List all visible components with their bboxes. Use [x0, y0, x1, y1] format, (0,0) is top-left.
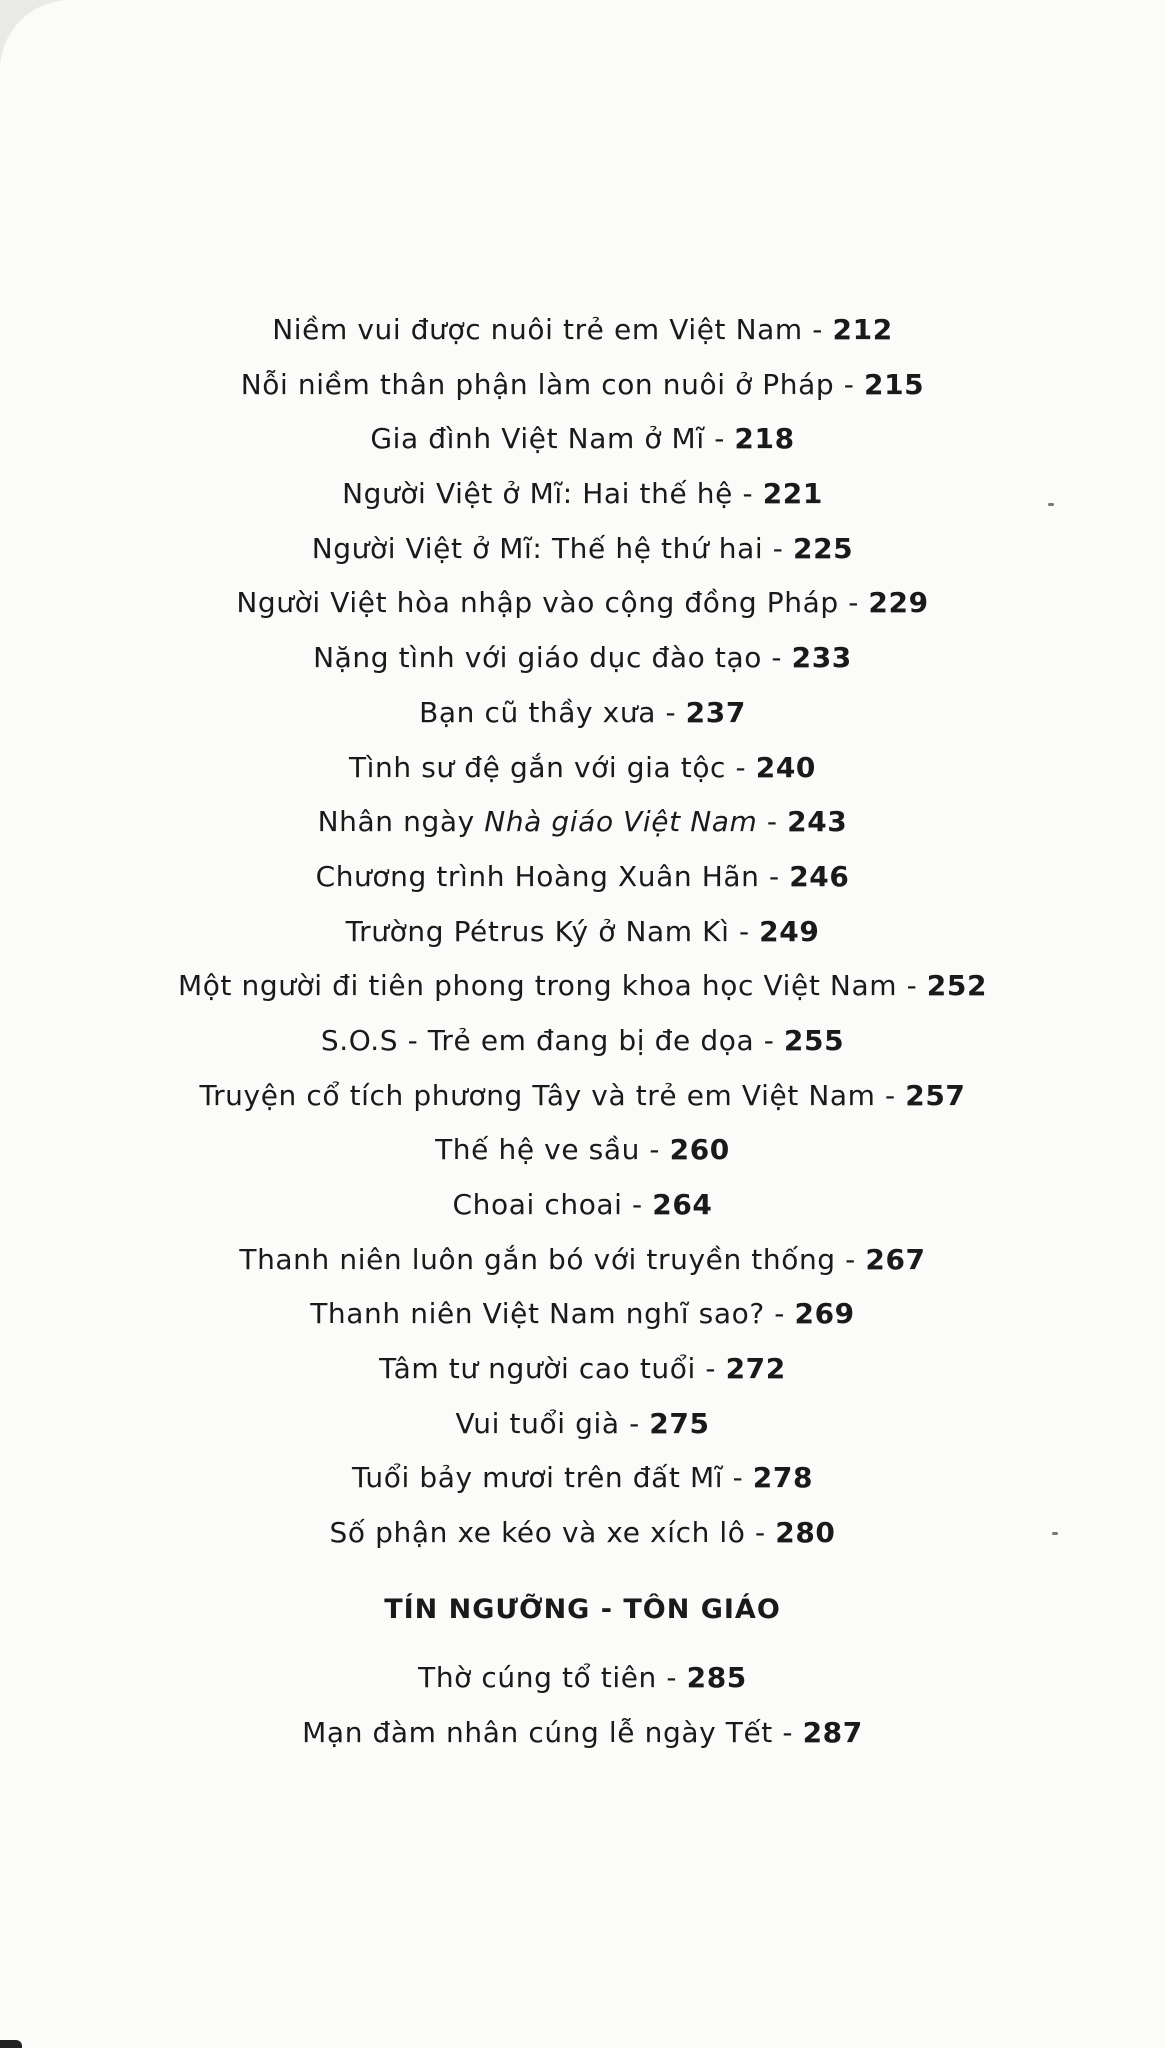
toc-entry [0, 1178, 1165, 1233]
entry-page-number: 269 [794, 1297, 855, 1331]
entry-page-number: 233 [791, 641, 852, 675]
entry-title: Vui tuổi già - [455, 1406, 650, 1440]
entry-title: S.O.S - Trẻ em đang bị đe dọa - [320, 1023, 784, 1057]
paper-speck [1048, 503, 1054, 506]
entry-title: Thờ cúng tổ tiên - [418, 1660, 687, 1694]
entry-page-number: 249 [759, 914, 820, 948]
entry-page-number: 267 [865, 1242, 926, 1276]
toc-entry [0, 1233, 1165, 1288]
entry-page-number: 264 [652, 1188, 713, 1221]
toc-entry [0, 1397, 1165, 1452]
toc-entry [0, 358, 1165, 413]
entry-page-number: 221 [762, 477, 823, 511]
toc-entry [0, 905, 1165, 960]
toc-entry [0, 1287, 1165, 1342]
toc-entry [0, 1706, 1165, 1761]
toc-entry [0, 1651, 1165, 1706]
toc-entry [0, 412, 1165, 467]
table-of-contents [0, 303, 1165, 1760]
entry-title: Tình sư đệ gắn với gia tộc - [348, 750, 756, 784]
entry-title: Trường Pétrus Ký ở Nam Kì - [345, 914, 760, 948]
entry-title: Tâm tư người cao tuổi - [379, 1352, 726, 1386]
toc-entry [0, 741, 1165, 796]
corner-mark [0, 2040, 22, 2048]
entry-title: Người Việt ở Mĩ: Thế hệ thứ hai - [311, 531, 793, 565]
toc-entry [0, 1014, 1165, 1069]
entry-page-number: 229 [868, 586, 929, 620]
entry-title: Thanh niên luôn gắn bó với truyền thống - [239, 1242, 866, 1276]
toc-entry [0, 1342, 1165, 1397]
entry-title: Số phận xe kéo và xe xích lô - [329, 1516, 776, 1550]
entry-page-number: 212 [832, 313, 893, 346]
entry-title-suffix: - [757, 805, 788, 839]
section-heading: TÍN NGƯỠNG - TÔN GIÁO [384, 1593, 781, 1625]
toc-entry [0, 576, 1165, 631]
entry-title: Mạn đàm nhân cúng lễ ngày Tết - [302, 1715, 803, 1749]
toc-entry [0, 631, 1165, 686]
toc-entry [0, 1451, 1165, 1506]
toc-entry [0, 1123, 1165, 1178]
entry-page-number: 225 [792, 531, 854, 565]
entry-page-number: 280 [775, 1516, 836, 1550]
toc-entry [0, 850, 1165, 905]
entry-page-number: 257 [905, 1078, 966, 1112]
entry-page-number: 252 [926, 969, 988, 1003]
entry-page-number: 287 [802, 1715, 863, 1749]
entry-page-number: 255 [783, 1023, 845, 1057]
entry-title: Niềm vui được nuôi trẻ em Việt Nam - [272, 313, 833, 346]
toc-entry [0, 1506, 1165, 1561]
entry-title: Một người đi tiên phong trong khoa học Việt Nam - [177, 969, 927, 1003]
toc-entry [0, 795, 1165, 850]
paper-speck [1052, 1532, 1058, 1535]
entry-page-number: 260 [669, 1133, 730, 1167]
entry-page-number: 285 [686, 1660, 747, 1694]
entry-page-number: 278 [752, 1461, 814, 1495]
entry-title-italic: Nhà giáo Việt Nam [484, 805, 758, 839]
entry-title: Người Việt ở Mĩ: Hai thế hệ - [342, 477, 763, 511]
toc-entry [0, 522, 1165, 577]
entry-title: Tuổi bảy mươi trên đất Mĩ - [351, 1461, 753, 1495]
entry-title: Bạn cũ thầy xưa - [419, 695, 686, 729]
entry-page-number: 237 [685, 695, 746, 729]
entry-title: Thế hệ ve sầu - [435, 1133, 670, 1167]
toc-entry [0, 1069, 1165, 1124]
entry-page-number: 215 [863, 367, 925, 401]
entry-page-number: 275 [649, 1406, 710, 1440]
entry-title-prefix: Nhân ngày [317, 805, 485, 839]
entry-title: Người Việt hòa nhập vào cộng đồng Pháp - [236, 586, 869, 620]
entry-title: Gia đình Việt Nam ở Mĩ - [370, 422, 735, 456]
entry-title: Nỗi niềm thân phận làm con nuôi ở Pháp - [240, 367, 864, 401]
entry-title: Truyện cổ tích phương Tây và trẻ em Việt Nam - [199, 1078, 906, 1112]
entry-title: Nặng tình với giáo dục đào tạo - [313, 641, 792, 675]
entry-page-number: 243 [787, 805, 848, 839]
entry-title: Thanh niên Việt Nam nghĩ sao? - [310, 1297, 795, 1331]
entry-title: Choai choai - [452, 1188, 653, 1221]
entry-title: Chương trình Hoàng Xuân Hãn - [315, 859, 790, 893]
toc-entry [0, 959, 1165, 1014]
entry-page-number: 272 [725, 1352, 786, 1386]
toc-entry [0, 467, 1165, 522]
toc-entry [0, 686, 1165, 741]
entry-page-number: 218 [734, 422, 795, 456]
entry-page-number: 240 [755, 750, 817, 784]
entry-page-number: 246 [789, 859, 850, 893]
toc-entry [0, 303, 1165, 358]
